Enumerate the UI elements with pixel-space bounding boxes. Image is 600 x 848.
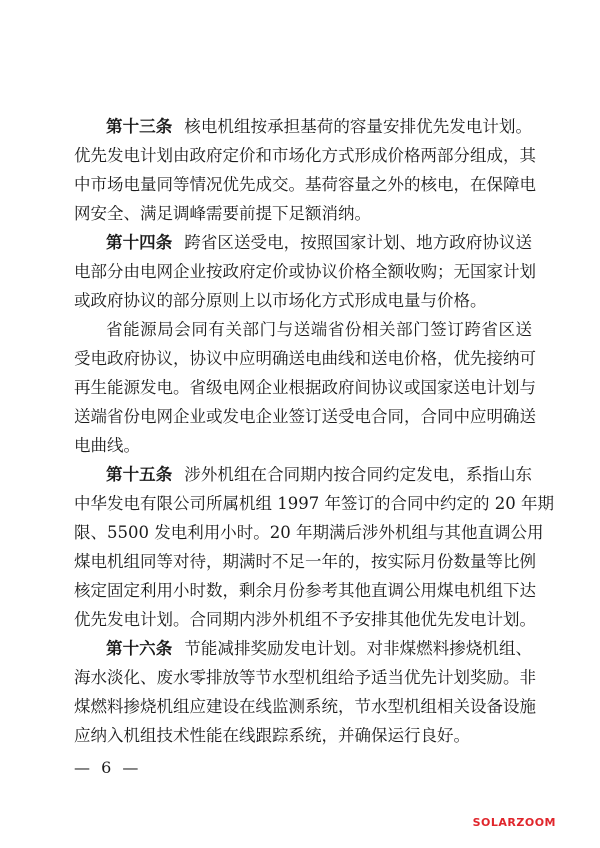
- article-15-line-5: 核定固定利用小时数，剩余月份参考其他直调公用煤电机组下达: [74, 581, 536, 600]
- article-13-line-1: 第十三条 核电机组按承担基荷的容量安排优先发电计划。: [106, 117, 532, 136]
- article-16-line-3: 煤燃料掺烧机组应建设在线监测系统，节水型机组相关设备设施: [74, 697, 536, 716]
- article-15-line-1: 第十五条 涉外机组在合同期内按合同约定发电，系指山东: [106, 465, 532, 484]
- article-13-line-2: 优先发电计划由政府定价和市场化方式形成价格两部分组成，其: [74, 146, 536, 165]
- article-16-line-1: 第十六条 节能减排奖励发电计划。对非煤燃料掺烧机组、: [106, 639, 532, 658]
- article-15-line-6: 优先发电计划。合同期内涉外机组不予安排其他优先发电计划。: [74, 610, 536, 629]
- article-13-line-4: 网安全、满足调峰需要前提下足额消纳。: [74, 204, 371, 223]
- page-number: — 6 —: [74, 758, 142, 777]
- article-16-line-4: 应纳入机组技术性能在线跟踪系统，并确保运行良好。: [74, 726, 470, 745]
- article-13-line-3: 中市场电量同等情况优先成交。基荷容量之外的核电，在保障电: [74, 175, 536, 194]
- article-15-line-3: 限、5500 发电利用小时。20 年期满后涉外机组与其他直调公用: [74, 523, 544, 542]
- article-14-para-2-line-3: 再生能源发电。省级电网企业根据政府间协议或国家送电计划与: [74, 378, 536, 397]
- article-14-label: 第十四条: [106, 233, 173, 252]
- article-14-para-2-line-4: 送端省份电网企业或发电企业签订送受电合同，合同中应明确送: [74, 407, 536, 426]
- article-16-line-2: 海水淡化、废水零排放等节水型机组给予适当优先计划奖励。非: [74, 668, 536, 687]
- article-14-para-2-line-5: 电曲线。: [74, 436, 140, 455]
- article-15-line-2: 中华发电有限公司所属机组 1997 年签订的合同中约定的 20 年期: [74, 494, 554, 513]
- article-14-para-2-line-2: 受电政府协议，协议中应明确送电曲线和送电价格，优先接纳可: [74, 349, 536, 368]
- article-15-label: 第十五条: [106, 465, 173, 484]
- article-13-label: 第十三条: [106, 117, 173, 136]
- watermark-logo: SOLARZOOM: [472, 816, 556, 829]
- article-14-line-2: 电部分由电网企业按政府定价或协议价格全额收购；无国家计划: [74, 262, 536, 281]
- article-14-line-3: 或政府协议的部分原则上以市场化方式形成电量与价格。: [74, 291, 487, 310]
- article-14-line-1: 第十四条 跨省区送受电，按照国家计划、地方政府协议送: [106, 233, 532, 252]
- article-15-line-4: 煤电机组同等对待，期满时不足一年的，按实际月份数量等比例: [74, 552, 536, 571]
- article-14-para-2-line-1: 省能源局会同有关部门与送端省份相关部门签订跨省区送: [106, 320, 532, 339]
- article-16-label: 第十六条: [106, 639, 173, 658]
